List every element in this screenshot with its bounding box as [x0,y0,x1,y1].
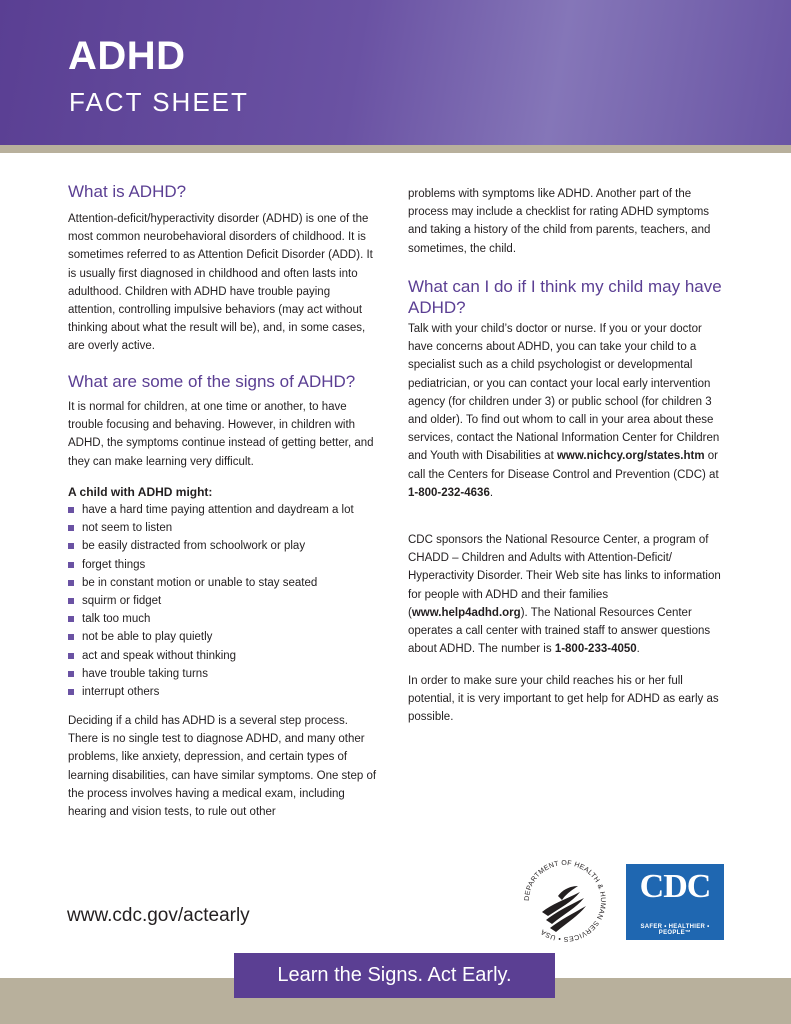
sign-list-item [68,592,380,610]
tagline-text: Learn the Signs. Act Early. [277,964,512,986]
header-divider-band [0,145,791,153]
cdc-logo-tagline: SAFER • HEALTHIER • PEOPLE™ [640,924,710,936]
tagline-banner [234,953,555,998]
list-heading-child-might: A child with ADHD might: [68,485,213,499]
sign-text: squirm or fidget [82,595,162,608]
square-bullet-icon [68,671,74,677]
sign-text: not be able to play quietly [82,631,213,644]
paragraph-text: Talk with your child’s doctor or nurse. If you or your doctor have concerns about ADHD, you can take your child to a specialist such as a child psychologist or developmental pediatrician, or you can contact your local early intervention agency (for children under 3) or public school (for children 3 and older). To find out whom to call in your area about these services, contact the National Information Center for Children and Youth with Disabilities at [408,323,720,463]
paragraph-text: or call the Centers for Disease Control and Prevention (CDC) at [408,450,719,481]
sign-list-item [68,610,380,628]
sign-list-item [68,683,380,701]
square-bullet-icon [68,598,74,604]
paragraph-get-help-early: In order to make sure your child reaches his or her full potential, it is very important to get help for ADHD as early as possible. [408,675,719,724]
cdc-phone-number: 1-800-232-4636 [408,486,490,499]
sign-list-item [68,665,380,683]
paragraph-text: . [636,643,640,656]
square-bullet-icon [68,562,74,568]
sign-text: be easily distracted from schoolwork or play [82,540,306,553]
sign-text: have trouble taking turns [82,667,208,680]
svg-text:DEPARTMENT OF HEALTH & HUMAN S: DEPARTMENT OF HEALTH & HUMAN SERVICES • USA [523,859,607,943]
signs-list [68,501,380,701]
cdc-logo-text: CDC [639,868,711,905]
footer-url[interactable]: www.cdc.gov/actearly [67,905,250,926]
square-bullet-icon [68,634,74,640]
square-bullet-icon [68,689,74,695]
sign-text: interrupt others [82,686,160,699]
paragraph-text: ). The National Resources Center operates a call center with trained staff to answer questions about ADHD. The number is [408,606,711,656]
resource-center-phone-number: 1-800-233-4050 [554,643,637,656]
section-heading-what-can-i-do: What can I do if I think my child may have ADHD? [408,277,722,317]
page-subtitle: FACT SHEET [69,87,249,117]
square-bullet-icon [68,616,74,622]
nichcy-link[interactable]: www.nichcy.org/states.htm [556,450,705,463]
paragraph-signs: It is normal for children, at one time or another, to have trouble focusing and behaving. However, in children with ADHD, the symptoms continue instead of getting better, and they can make learning very difficult. [68,401,374,468]
paragraph-diagnosis-continued: problems with symptoms like ADHD. Another part of the process may include a checklist for rating ADHD symptoms and taking a history of the child from parents, teachers, and sometimes, the child. [408,188,711,255]
help4adhd-link[interactable]: www.help4adhd.org [411,606,521,619]
sign-text: have a hard time paying attention and daydream a lot [82,504,354,516]
sign-list-item [68,574,380,592]
paragraph-text: . [489,486,494,499]
section-heading-what-is-adhd: What is ADHD? [68,182,187,201]
sign-text: forget things [82,558,146,571]
sign-text: not seem to listen [82,522,173,535]
square-bullet-icon [68,653,74,659]
square-bullet-icon [68,507,74,513]
section-heading-signs: What are some of the signs of ADHD? [68,372,356,391]
sign-list-item [68,501,380,519]
sign-list-item [68,537,380,555]
sign-list-item [68,647,380,665]
header-banner [0,0,791,145]
square-bullet-icon [68,543,74,549]
square-bullet-icon [68,580,74,586]
sign-text: be in constant motion or unable to stay seated [82,576,318,589]
paragraph-what-can-i-do [408,320,723,502]
paragraph-text: CDC sponsors the National Resource Center, a program of CHADD – Children and Adults with Attention-Deficit/ Hyperactivity Disorder. Their Web site has links to information for people with ADHD and their families ( [408,534,721,619]
hhs-seal-logo [520,856,610,946]
page-title: ADHD [68,34,186,78]
paragraph-resource-center [408,531,723,658]
sign-list-item [68,556,380,574]
paragraph-diagnosis: Deciding if a child has ADHD is a several step process. There is no single test to diagnose ADHD, and many other problems, like anxiety, depression, and certain types of learning disabilities, can have similar symptoms. One step of the process involves having a medical exam, including hearing and vision tests, to rule out other [68,715,377,819]
sign-text: act and speak without thinking [82,649,237,662]
sign-list-item [68,519,380,537]
sign-list-item [68,628,380,646]
cdc-logo [626,864,724,940]
square-bullet-icon [68,525,74,531]
sign-text: talk too much [82,613,151,626]
paragraph-what-is-adhd: Attention-deficit/hyperactivity disorder (ADHD) is one of the most common neurobehavioral disorders of childhood. It is sometimes referred to as Attention Deficit Disorder (ADD). It is usually first diagnosed in childhood and often lasts into adulthood. Children with ADHD have trouble paying attention, controlling impulsive behaviors (may act without thinking about what the result will be), and, in some cases, are overly active. [68,213,373,353]
